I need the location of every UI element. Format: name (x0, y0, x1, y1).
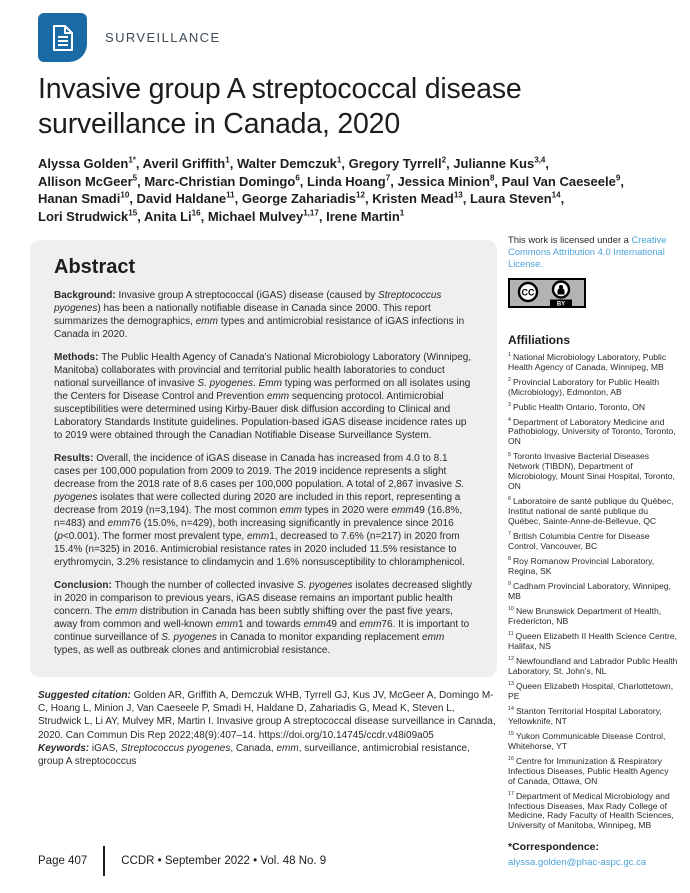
abstract-methods-paragraph: Methods: The Public Health Agency of Canada's National Microbiology Laboratory (Winnipeg, Manitoba) collaborates with provincial and territorial public health laboratories to conduct national surveillance of invasive S. pyogenes. Emm typing was performed on all isolates using the Centers for Disease Control and Prevention emm sequencing protocol. Antimicrobial susceptibilities were determined using Kirby-Bauer disk diffusion according to Clinical and Laboratory Standards Institute guidelines. Population-based iGAS disease incidence rates up to 2019 were obtained through the Canadian Notifiable Disease Surveillance System. (54, 352, 472, 441)
license-note: This work is licensed under a Creative Commons Attribution 4.0 International License. (508, 234, 667, 270)
affiliation-number: 9 (508, 581, 511, 588)
correspondence-email-link[interactable]: alyssa.golden@phac-aspc.gc.ca (508, 857, 647, 868)
article-title: Invasive group A streptococcal disease surveillance in Canada, 2020 (38, 73, 522, 140)
affiliation-text: Stanton Territorial Hospital Laboratory, Yellowknife, NT (508, 705, 662, 726)
affiliation-text: Yukon Communicable Disease Control, Whitehorse, YT (508, 730, 666, 751)
author-line: Allison McGeer$^5$, Marc-Christian Domingo$^6$, Linda Hoang$^7$, Jessica Minion$^8$, Paul Van Caeseele$^9$, (38, 173, 624, 189)
affiliation-number: 1 (508, 351, 511, 358)
affiliation-item (508, 353, 678, 373)
affiliation-item (508, 632, 678, 652)
svg-text:CC: CC (521, 287, 535, 298)
affiliation-item (508, 532, 678, 552)
affiliation-item (508, 378, 678, 398)
footer-divider (103, 846, 105, 876)
affiliation-item (508, 418, 678, 448)
affiliation-item (508, 607, 678, 627)
affiliation-text: Toronto Invasive Bacterial Diseases Network (TIBDN), Department of Microbiology, Mount Sinai Hospital, Toronto, ON (508, 451, 675, 492)
affiliation-text: Department of Medical Microbiology and Infectious Diseases, Max Rady College of Medicine, Rady Faculty of Health Sciences, University of Manitoba, Winnipeg, MB (508, 790, 674, 831)
affiliation-text: Queen Elizabeth Hospital, Charlottetown, PE (508, 680, 674, 701)
affiliation-text: British Columbia Centre for Disease Control, Vancouver, BC (508, 531, 650, 552)
affiliation-number: 12 (508, 656, 514, 663)
author-line: Lori Strudwick$^{15}$, Anita Li$^{16}$, Michael Mulvey$^{1,17}$, Irene Martin$^1$ (38, 208, 405, 224)
page-number: Page 407 (38, 855, 88, 867)
affiliation-number: 8 (508, 556, 511, 563)
affiliation-number: 5 (508, 451, 511, 458)
abstract-background-paragraph: Background: Invasive group A streptococcal (iGAS) disease (caused by Streptococcus pyogenes) has been a nationally notifiable disease in Canada since 2000. This report summarizes the demographics, emm types and antimicrobial resistance of iGAS infections in Canada in 2020. (54, 290, 465, 340)
affiliation-item (508, 497, 678, 527)
document-icon (38, 13, 87, 62)
affiliation-item (508, 757, 678, 787)
affiliation-item (508, 582, 678, 602)
abstract-box (30, 240, 497, 677)
affiliation-number: 4 (508, 416, 511, 423)
affiliation-number: 2 (508, 376, 511, 383)
affiliation-text: Public Health Ontario, Toronto, ON (512, 401, 646, 412)
affiliation-item (508, 557, 678, 577)
license-link[interactable]: Creative Commons Attribution 4.0 International License. (508, 234, 667, 270)
affiliations-list (508, 353, 678, 832)
surveillance-kicker: SURVEILLANCE (105, 30, 221, 45)
affiliation-number: 15 (508, 730, 514, 737)
svg-text:BY: BY (556, 300, 566, 307)
suggested-citation: Suggested citation: Golden AR, Griffith A, Demczuk WHB, Tyrrell GJ, Kus JV, McGeer A, Domingo M-C, Hoang L, Minion J, Van Caeseele P, Smadi H, Haldane D, Zahariadis G, Mead K, Steven L, Strudwick L, Li AY, Mulvey MR, Martin I. Invasive group A streptococcal disease surveillance in Canada, 2020. Can Commun Dis Rep 2022;48(9):407–14. https://doi.org/10.14745/ccdr.v48i09a05 (38, 690, 496, 741)
affiliation-number: 16 (508, 755, 514, 762)
affiliation-text: Laboratoire de santé publique du Québec, Institut national de santé publique du Québec, Sainte-Anne-de-Bellevue, QC (508, 496, 674, 527)
affiliation-text: National Microbiology Laboratory, Public Health Agency of Canada, Winnipeg, MB (508, 351, 667, 372)
affiliation-number: 13 (508, 680, 514, 687)
affiliation-item (508, 792, 678, 832)
affiliation-text: Newfoundland and Labrador Public Health Laboratory, St. John's, NL (508, 655, 678, 676)
cc-by-badge-icon (508, 278, 678, 313)
author-line: Alyssa Golden$^{1*}$, Averil Griffith$^1$, Walter Demczuk$^1$, Gregory Tyrrell$^2$, Julianne Kus$^{3,4}$, (38, 155, 550, 171)
affiliation-item (508, 403, 678, 413)
affiliation-text: Centre for Immunization & Respiratory Infectious Diseases, Public Health Agency of Canada, Ottawa, ON (508, 755, 669, 786)
page-footer (38, 846, 326, 876)
affiliations-heading: Affiliations (508, 332, 570, 347)
affiliation-text: Roy Romanow Provincial Laboratory, Regina, SK (508, 556, 655, 577)
abstract-results-paragraph: Results: Overall, the incidence of iGAS disease in Canada has increased from 4.0 to 8.1 cases per 100,000 population from 2009 to 2019. The 2019 incidence represents a slight decrease from the 2018 rate of 8.6 cases per 100,000 population. A total of 2,867 invasive S. pyogenes isolates that were collected during 2020 are included in this report, representing a decrease from 2019 (n=3,194). The most common emm types in 2020 were emm49 (16.8%, n=483) and emm76 (15.0%, n=429), both increasing significantly in prevalence since 2016 (p<0.001). The former most prevalent type, emm1, decreased to 7.6% (n=217) in 2020 from 15.4% (n=325) in 2016. Antimicrobial resistance rates in 2020 included 11.5% resistance to erythromycin, 3.2% resistance to clindamycin and 1.6% nonsusceptibility to chloramphenicol. (54, 453, 465, 568)
affiliation-number: 17 (508, 790, 514, 797)
affiliation-number: 11 (508, 631, 514, 638)
author-line: Hanan Smadi$^{10}$, David Haldane$^{11}$, George Zahariadis$^{12}$, Kristen Mead$^{13}$, Laura Steven$^{14}$, (38, 190, 565, 207)
article-header (38, 13, 221, 62)
affiliation-text: New Brunswick Department of Health, Fredericton, NB (508, 606, 662, 626)
affiliation-text: Department of Laboratory Medicine and Pathobiology, University of Toronto, Toronto, ON (508, 416, 676, 447)
journal-line: CCDR • September 2022 • Vol. 48 No. 9 (121, 855, 327, 867)
correspondence-label: *Correspondence: (508, 841, 600, 853)
main-column (30, 240, 497, 768)
affiliation-item (508, 682, 678, 702)
affiliation-number: 6 (508, 496, 511, 503)
affiliation-number: 3 (508, 401, 511, 408)
affiliation-item (508, 452, 678, 492)
affiliation-number: 10 (508, 606, 514, 613)
sidebar (508, 234, 678, 836)
abstract-heading: Abstract (54, 256, 136, 278)
keywords: Keywords: iGAS, Streptococcus pyogenes, Canada, emm, surveillance, antimicrobial resistance, group A streptococcus (38, 742, 470, 767)
affiliation-text: Queen Elizabeth II Health Science Centre, Halifax, NS (508, 630, 677, 651)
author-list (38, 155, 670, 225)
affiliation-number: 7 (508, 531, 511, 538)
affiliation-item (508, 707, 678, 727)
affiliation-number: 14 (508, 705, 514, 712)
affiliation-item (508, 732, 678, 752)
correspondence-block (508, 841, 678, 868)
affiliation-text: Provincial Laboratory for Public Health (Microbiology), Edmonton, AB (508, 376, 660, 397)
abstract-conclusion-paragraph: Conclusion: Though the number of collected invasive S. pyogenes isolates decreased slightly in 2020 in comparison to previous years, iGAS disease remains an important public health concern. The emm distribution in Canada has been subtly shifting over the past five years, away from common and well-known emm1 and towards emm49 and emm76. It is important to continue surveillance of S. pyogenes in Canada to monitor expanding replacement emm types, as well as outbreak clones and antimicrobial resistance. (54, 580, 473, 656)
affiliation-item (508, 657, 678, 677)
affiliation-text: Cadham Provincial Laboratory, Winnipeg, MB (508, 581, 671, 602)
